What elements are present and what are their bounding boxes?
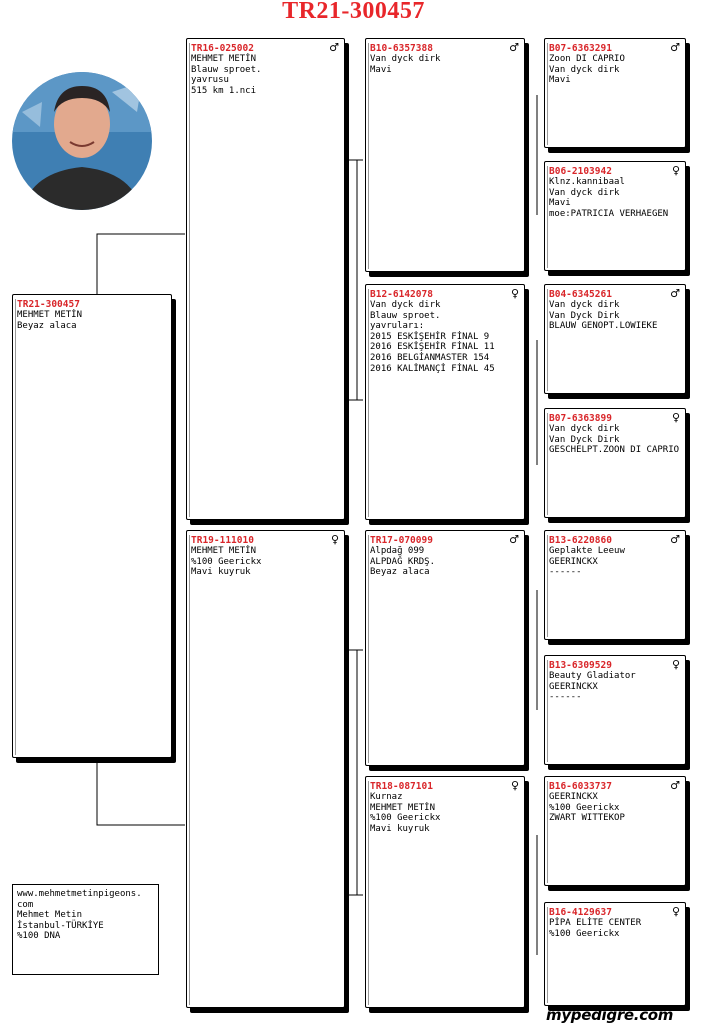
dam-ring: TR19-111010 xyxy=(191,535,254,546)
dds-ring: B16-6033737 xyxy=(549,781,612,792)
male-icon: ♂ xyxy=(670,41,680,54)
breeder-photo xyxy=(12,72,152,210)
subject-details: MEHMET METİN Beyaz alaca xyxy=(17,310,83,331)
sire-dam-details: Van dyck dirk Blauw sproet. yavruları: 2015 ESKİŞEHİR FİNAL 9 2016 ESKİŞEHİR FİNAL 11 2016 BELGİANMASTER 154 2016 KALİMANÇİ FİNAL 45 xyxy=(370,300,495,374)
sds-details: Van dyck dirk Van Dyck Dirk BLAUW GENOPT.LOWIEKE xyxy=(549,300,658,332)
female-icon: ♀ xyxy=(330,533,339,546)
sire-sire-details: Van dyck dirk Mavi xyxy=(370,54,441,75)
dam-sire-details: Alpdağ 099 ALPDAĞ KRDŞ. Beyaz alaca xyxy=(370,546,436,578)
sds-card[interactable] xyxy=(544,284,686,394)
sire-dam-card[interactable] xyxy=(365,284,525,520)
dsd-ring: B13-6309529 xyxy=(549,660,612,671)
sire-ring: TR16-025002 xyxy=(191,43,254,54)
pedigree-title: TR21-300457 xyxy=(282,0,425,24)
sire-details: MEHMET METİN Blauw sproet. yavrusu 515 km 1.nci xyxy=(191,54,262,96)
sdd-ring: B07-6363899 xyxy=(549,413,612,424)
breeder-contact-box: www.mehmetmetinpigeons. com Mehmet Metin İstanbul-TÜRKİYE %100 DNA xyxy=(12,884,159,975)
dam-dam-details: Kurnaz MEHMET METİN %100 Geerickx Mavi kuyruk xyxy=(370,792,441,834)
dam-details: MEHMET METİN %100 Geerickx Mavi kuyruk xyxy=(191,546,262,578)
ddd-ring: B16-4129637 xyxy=(549,907,612,918)
sire-sire-ring: B10-6357388 xyxy=(370,43,433,54)
dam-sire-card[interactable] xyxy=(365,530,525,766)
dsd-card[interactable] xyxy=(544,655,686,765)
ssd-ring: B06-2103942 xyxy=(549,166,612,177)
subject-ring: TR21-300457 xyxy=(17,299,80,310)
footer-brand[interactable]: mypedigre.com xyxy=(546,1006,674,1024)
dds-details: GEERINCKX %100 Geerickx ZWART WITTEKOP xyxy=(549,792,625,824)
female-icon: ♀ xyxy=(510,287,519,300)
male-icon: ♂ xyxy=(509,533,519,546)
dsd-details: Beauty Gladiator GEERINCKX ------ xyxy=(549,671,636,703)
male-icon: ♂ xyxy=(670,287,680,300)
female-icon: ♂ xyxy=(670,779,680,792)
dam-card[interactable] xyxy=(186,530,345,1008)
sds-ring: B04-6345261 xyxy=(549,289,612,300)
sss-details: Zoon DI CAPRIO Van dyck dirk Mavi xyxy=(549,54,625,86)
sdd-details: Van dyck dirk Van Dyck Dirk GESCHELPT.ZOON DI CAPRIO xyxy=(549,424,680,456)
ddd-card[interactable] xyxy=(544,902,686,1006)
subject-card[interactable] xyxy=(12,294,172,758)
ssd-card[interactable] xyxy=(544,161,686,271)
dss-details: Geplakte Leeuw GEERINCKX ------ xyxy=(549,546,625,578)
female-icon: ♀ xyxy=(671,658,680,671)
male-icon: ♂ xyxy=(329,41,339,54)
female-icon: ♀ xyxy=(671,905,680,918)
female-icon: ♀ xyxy=(671,164,680,177)
dam-sire-ring: TR17-070099 xyxy=(370,535,433,546)
sire-sire-card[interactable] xyxy=(365,38,525,272)
sss-card[interactable] xyxy=(544,38,686,148)
dss-card[interactable] xyxy=(544,530,686,640)
male-icon: ♂ xyxy=(509,41,519,54)
sire-card[interactable] xyxy=(186,38,345,520)
dds-card[interactable] xyxy=(544,776,686,886)
male-icon: ♂ xyxy=(670,533,680,546)
ddd-details: PİPA ELİTE CENTER %100 Geerickx xyxy=(549,918,642,939)
dss-ring: B13-6220860 xyxy=(549,535,612,546)
dam-dam-ring: TR18-087101 xyxy=(370,781,433,792)
ssd-details: Klnz.kannibaal Van dyck dirk Mavi moe:PATRICIA VERHAEGEN xyxy=(549,177,669,219)
sdd-card[interactable] xyxy=(544,408,686,518)
female-icon: ♀ xyxy=(671,411,680,424)
sire-dam-ring: B12-6142078 xyxy=(370,289,433,300)
sss-ring: B07-6363291 xyxy=(549,43,612,54)
breeder-portrait-photo xyxy=(12,72,152,210)
dam-dam-card[interactable] xyxy=(365,776,525,1008)
female-icon: ♀ xyxy=(510,779,519,792)
